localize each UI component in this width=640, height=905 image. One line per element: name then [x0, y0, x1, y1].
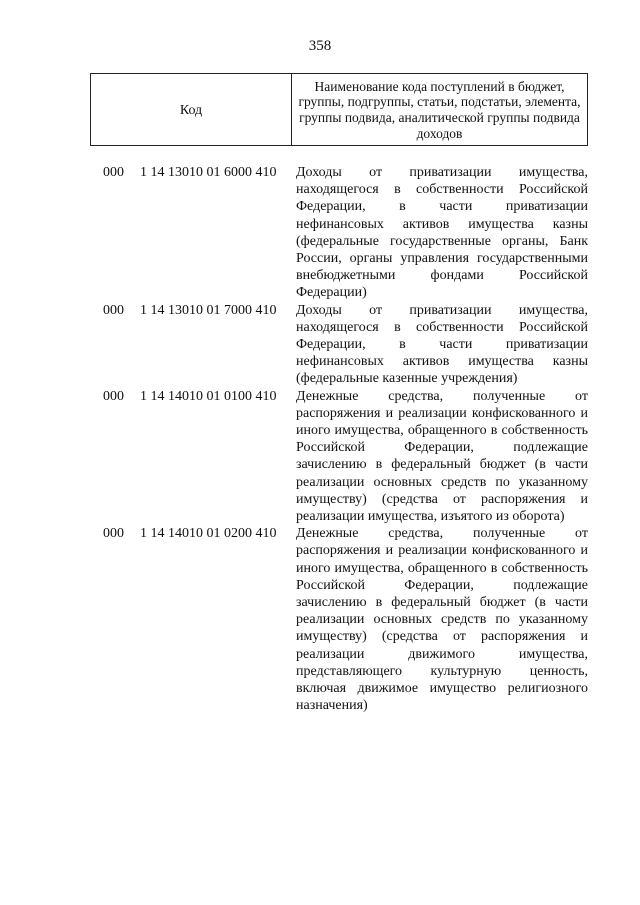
table-row	[0, 525, 640, 714]
admin-code: 000	[103, 302, 124, 318]
admin-code: 000	[103, 526, 124, 542]
page-number: 358	[308, 38, 332, 54]
table-row	[0, 302, 640, 388]
table-row	[0, 164, 640, 302]
admin-code: 000	[103, 388, 124, 404]
revenue-code: 1 14 13010 01 7000 410	[140, 302, 277, 318]
revenue-code: 1 14 14010 01 0200 410	[140, 526, 277, 542]
table-row	[0, 388, 640, 526]
table-header	[90, 73, 588, 146]
revenue-description: Денежные средства, полученные от распоряжения и реализации конфискованного и иного имущества, обращенного в собственность Российской Федерации, подлежащие зачислению в федеральный бюджет (в части реализации основных средств по указанному имуществу) (средства от распоряжения и реализации движимого имущества, представляющего культурную ценность, включая движимое имущество религиозного назначения)	[296, 526, 588, 714]
admin-code: 000	[103, 165, 124, 180]
revenue-code: 1 14 14010 01 0100 410	[140, 388, 277, 404]
revenue-code-list	[0, 164, 640, 715]
header-code-label: Код	[91, 74, 292, 145]
revenue-code: 1 14 13010 01 6000 410	[140, 165, 277, 180]
revenue-description: Денежные средства, полученные от распоряжения и реализации конфискованного и иного имущества, обращенного в собственность Российской Федерации, подлежащие зачислению в федеральный бюджет (в части реализации основных средств по указанному имуществу) (средства от распоряжения и реализации имущества, изъятого из оборота)	[296, 388, 588, 525]
header-name-label: Наименование кода поступлений в бюджет, группы, подгруппы, статьи, подстатьи, элемента, группы подвида, аналитической группы подвида доходов	[298, 78, 581, 141]
revenue-description: Доходы от приватизации имущества, находящегося в собственности Российской Федерации, в части приватизации нефинансовых активов имущества казны (федеральные государственные органы, Банк России, органы управления государственными внебюджетными фондами Российской Федерации)	[296, 165, 588, 301]
revenue-description: Доходы от приватизации имущества, находящегося в собственности Российской Федерации, в части приватизации нефинансовых активов имущества казны (федеральные казенные учреждения)	[296, 302, 588, 387]
